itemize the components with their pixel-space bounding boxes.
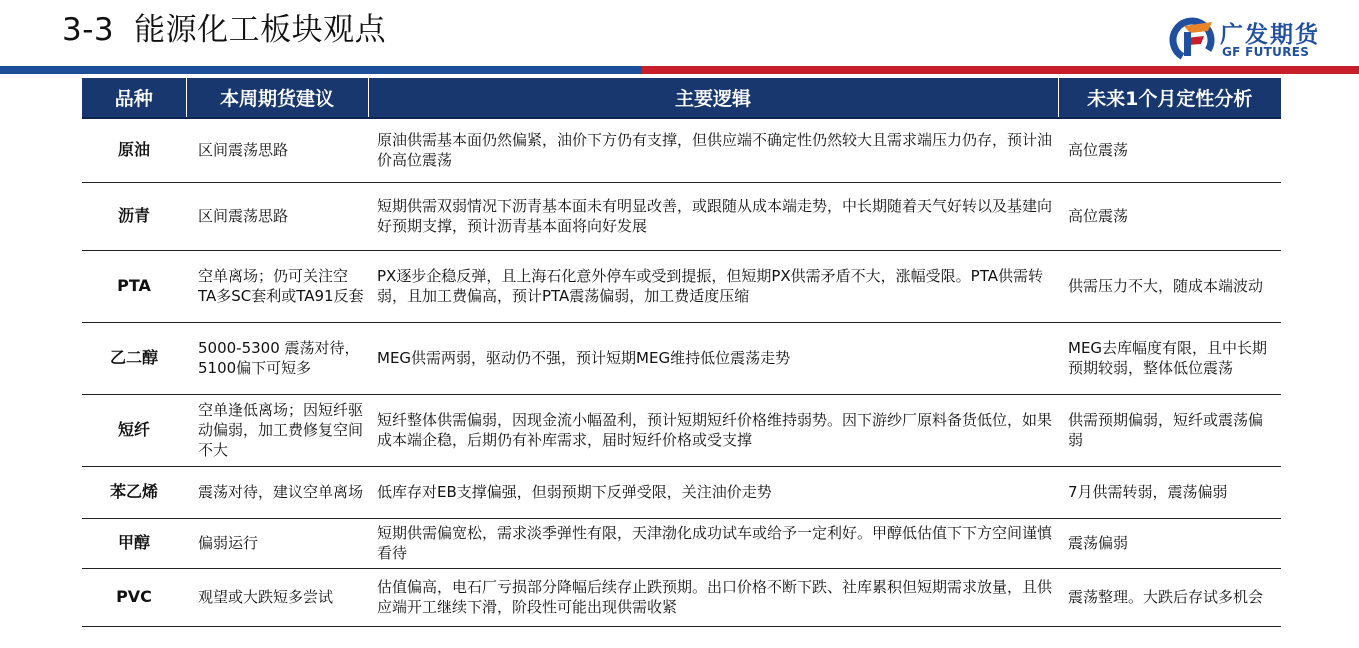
cell-advice: 偏弱运行	[186, 518, 368, 568]
cell-logic: 短纤整体供需偏弱，因现金流小幅盈利，预计短期短纤价格维持弱势。因下游纱厂原料备货低位，如果成本端企稳，后期仍有补库需求，届时短纤价格或受支撑	[368, 394, 1058, 466]
cell-variety: 沥青	[82, 182, 186, 250]
cell-advice: 空单逢低离场；因短纤驱动偏弱，加工费修复空间不大	[186, 394, 368, 466]
cell-logic: MEG供需两弱，驱动仍不强，预计短期MEG维持低位震荡走势	[368, 322, 1058, 394]
cell-advice: 区间震荡思路	[186, 118, 368, 182]
table-row	[82, 518, 1281, 568]
table-row	[82, 182, 1281, 250]
cell-outlook: 供需预期偏弱，短纤或震荡偏弱	[1058, 394, 1281, 466]
cell-variety: 乙二醇	[82, 322, 186, 394]
table-row	[82, 466, 1281, 518]
table-row	[82, 250, 1281, 322]
cell-variety: 原油	[82, 118, 186, 182]
cell-variety: 苯乙烯	[82, 466, 186, 518]
views-table	[82, 78, 1281, 627]
column-header-advice: 本周期货建议	[186, 78, 368, 118]
column-header-outlook: 未来1个月定性分析	[1058, 78, 1281, 118]
cell-variety: PTA	[82, 250, 186, 322]
cell-outlook: 高位震荡	[1058, 118, 1281, 182]
cell-logic: 原油供需基本面仍然偏紧，油价下方仍有支撑，但供应端不确定性仍然较大且需求端压力仍存，预计油价高位震荡	[368, 118, 1058, 182]
cell-outlook: 震荡偏弱	[1058, 518, 1281, 568]
table-row	[82, 568, 1281, 626]
cell-logic: 估值偏高，电石厂亏损部分降幅后续存止跌预期。出口价格不断下跌、社库累积但短期需求放量，且供应端开工继续下滑，阶段性可能出现供需收紧	[368, 568, 1058, 626]
table-row	[82, 118, 1281, 182]
logo-name-cn: 广发期货	[1220, 22, 1320, 48]
cell-advice: 5000-5300 震荡对待，5100偏下可短多	[186, 322, 368, 394]
cell-logic: 低库存对EB支撑偏强，但弱预期下反弹受限，关注油价走势	[368, 466, 1058, 518]
table-row	[82, 394, 1281, 466]
section-title: 能源化工板块观点	[134, 12, 387, 48]
section-number: 3-3	[62, 12, 115, 48]
table-header-row	[82, 78, 1281, 118]
table-row	[82, 322, 1281, 394]
cell-outlook: 供需压力不大，随成本端波动	[1058, 250, 1281, 322]
gf-logo-icon	[1168, 14, 1218, 64]
page-title	[62, 10, 386, 50]
cell-outlook: 震荡整理。大跌后存试多机会	[1058, 568, 1281, 626]
cell-logic: 短期供需双弱情况下沥青基本面未有明显改善，或跟随从成本端走势，中长期随着天气好转以及基建向好预期支撑，预计沥青基本面将向好发展	[368, 182, 1058, 250]
cell-outlook: 7月供需转弱，震荡偏弱	[1058, 466, 1281, 518]
cell-variety: 甲醇	[82, 518, 186, 568]
cell-logic: 短期供需偏宽松，需求淡季弹性有限，天津渤化成功试车或给予一定利好。甲醇低估值下下方空间谨慎看待	[368, 518, 1058, 568]
cell-advice: 区间震荡思路	[186, 182, 368, 250]
logo-name-en: GF FUTURES	[1222, 45, 1310, 59]
header-divider-red	[642, 66, 1359, 74]
cell-variety: PVC	[82, 568, 186, 626]
column-header-logic: 主要逻辑	[368, 78, 1058, 118]
cell-logic: PX逐步企稳反弹，且上海石化意外停车或受到提振，但短期PX供需矛盾不大，涨幅受限。PTA供需转弱，且加工费偏高，预计PTA震荡偏弱，加工费适度压缩	[368, 250, 1058, 322]
header-divider-blue	[0, 66, 642, 74]
cell-advice: 震荡对待，建议空单离场	[186, 466, 368, 518]
cell-outlook: MEG去库幅度有限，且中长期预期较弱，整体低位震荡	[1058, 322, 1281, 394]
company-logo	[1168, 14, 1338, 64]
cell-variety: 短纤	[82, 394, 186, 466]
cell-advice: 观望或大跌短多尝试	[186, 568, 368, 626]
column-header-variety: 品种	[82, 78, 186, 118]
cell-advice: 空单离场；仍可关注空TA多SC套利或TA91反套	[186, 250, 368, 322]
cell-outlook: 高位震荡	[1058, 182, 1281, 250]
